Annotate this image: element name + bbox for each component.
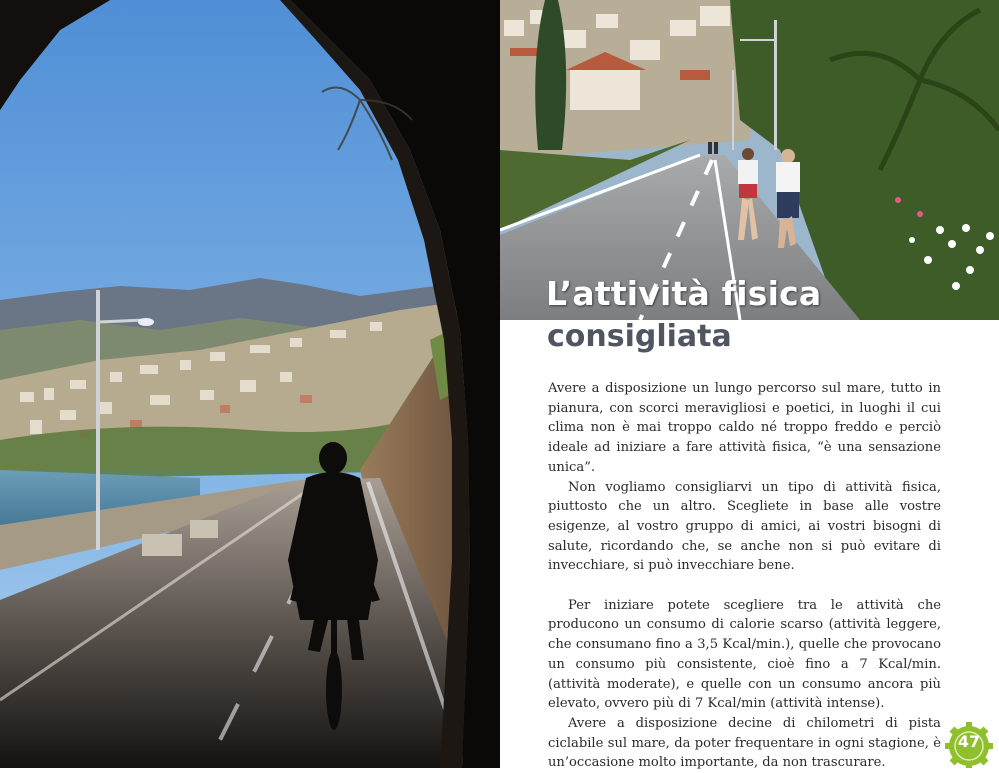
heading-line-1: L’attività fisica	[546, 274, 822, 313]
page-number-badge	[943, 718, 995, 768]
paragraph-4: Avere a disposizione decine di chilometri di pista ciclabile sul mare, da poter frequentare in ogni stagione, è un’occasione molto importante, da non trascurare.	[548, 715, 941, 771]
article-body	[548, 379, 941, 773]
paragraph-1: Avere a disposizione un lungo percorso sul mare, tutto in pianura, con scorci meravigliosi e poetici, in luoghi il cui clima non è mai troppo caldo né troppo freddo e perciò ideale ad iniziare a fare attività fisica, “è una sensazione unica”.	[548, 381, 941, 475]
cyclist-tunnel-photo	[0, 0, 500, 768]
paragraph-3: Per iniziare potete scegliere tra le attività che producono un consumo di calorie scarso (attività leggere, che consumano fino a 3,5 Kcal/min.), quelle che provocano un consumo più consistente, cioè fino a 7 Kcal/min. (attività moderate), e quelle con un consumo ancora più elevato, ovvero più di 7 Kcal/min (attività intense).	[548, 597, 941, 712]
paragraph-2: Non vogliamo consigliarvi un tipo di attività fisica, piuttosto che un altro. Scegliete in base alle vostre esigenze, al vostro gruppo di amici, ai vostri bisogni di salute, ricordando che, se anche non si può evitare di invecchiare, si può invecchiare bene.	[548, 479, 941, 574]
runners-promenade-photo	[500, 0, 999, 320]
page-number: 47	[957, 732, 981, 751]
heading-line-2: consigliata	[547, 319, 732, 354]
